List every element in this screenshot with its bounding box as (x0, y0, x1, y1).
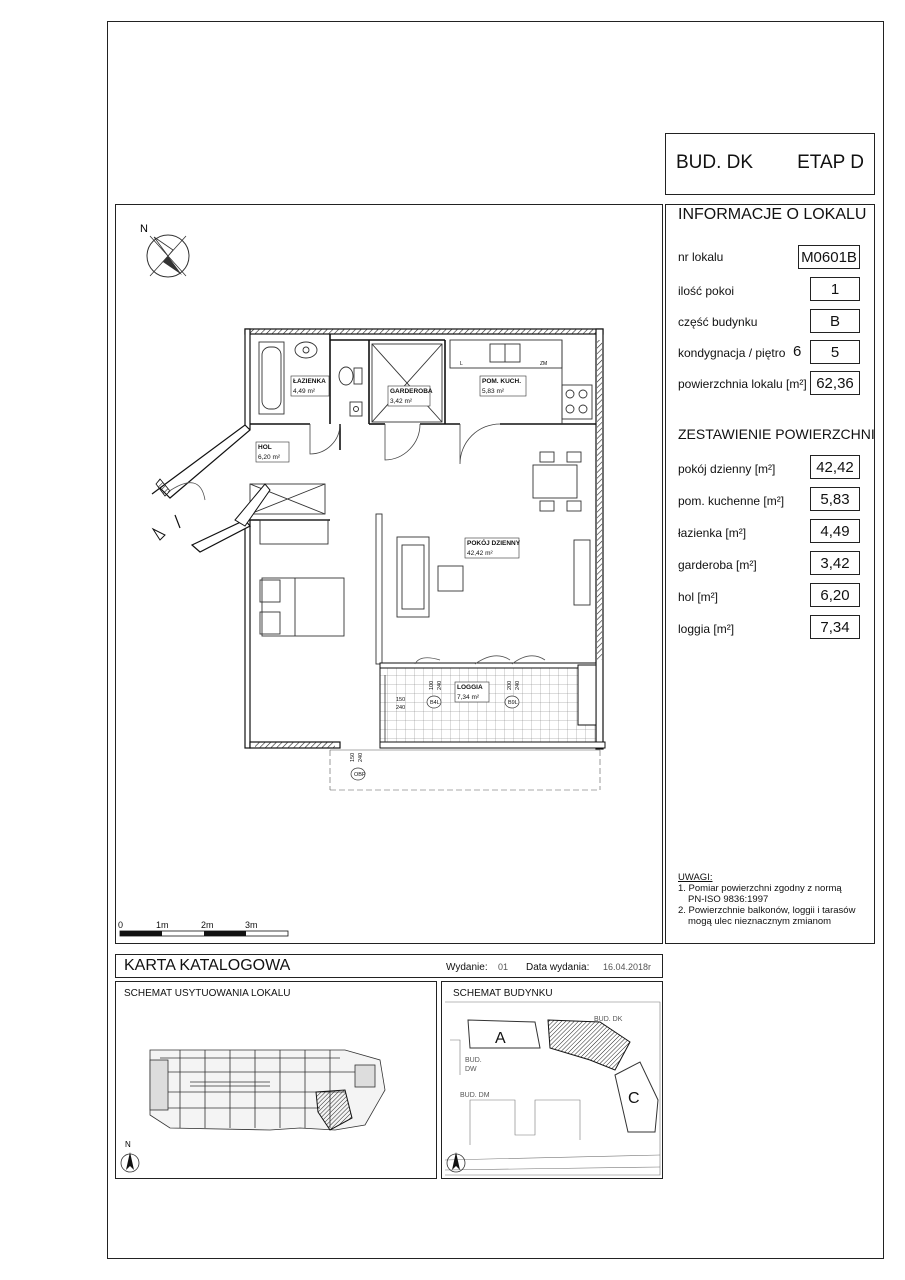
header-box (665, 133, 875, 195)
dimension-label: 150 (396, 697, 406, 703)
info-label-unit: nr lokalu (678, 250, 724, 264)
window-code: OBP (354, 772, 366, 778)
building-label-bud: BUD. (465, 1057, 482, 1064)
window-code: B9L (508, 700, 518, 706)
room-name-wardrobe: GARDEROBA (390, 388, 433, 395)
room-name-kitchen: POM. KUCH. (482, 378, 521, 385)
room-area-loggia: 7,34 m² (457, 694, 480, 701)
stage-code: ETAP D (797, 152, 864, 173)
area-label-living: pokój dzienny [m²] (678, 462, 776, 476)
area-value-loggia: 7,34 (810, 615, 860, 639)
scale-label: 0 (118, 920, 124, 930)
window-code: B4L (430, 700, 440, 706)
building-label-dw: DW (465, 1066, 477, 1073)
room-area-wardrobe: 3,42 m² (390, 398, 413, 405)
site-location-title: SCHEMAT USYTUOWANIA LOKALU (124, 988, 291, 999)
area-value-bath: 4,49 (810, 519, 860, 543)
room-area-hall: 6,20 m² (258, 454, 281, 461)
building-label-dm: BUD. DM (460, 1092, 490, 1099)
room-area-bathroom: 4,49 m² (293, 388, 316, 395)
area-value-kitchen: 5,83 (810, 487, 860, 511)
notes-title: UWAGI: (678, 872, 713, 883)
room-name-living: POKÓJ DZIENNY (467, 540, 521, 547)
bed-icon (260, 578, 344, 636)
building-code: BUD. DK (676, 152, 754, 173)
area-label-hall: hol [m²] (678, 590, 719, 604)
compass-icon (140, 223, 189, 277)
note-line: 1. Pomiar powierzchni zgodny z normą (678, 883, 842, 894)
area-label-loggia: loggia [m²] (678, 622, 735, 636)
date-value: 16.04.2018r (603, 962, 652, 972)
area-label-wardrobe: garderoba [m²] (678, 558, 757, 572)
dimension-label: 150 (350, 752, 356, 762)
note-line: 2. Powierzchnie balkonów, loggii i tarasów (678, 905, 856, 916)
room-area-living: 42,42 m² (467, 550, 493, 557)
info-label-part: część budynku (678, 315, 758, 329)
info-label-area: powierzchnia lokalu [m²] (678, 377, 807, 391)
note-line: PN-ISO 9836:1997 (688, 894, 769, 905)
room-area-kitchen: 5,83 m² (482, 388, 505, 395)
info-value-unit: M0601B (798, 245, 860, 269)
kitchen-mark: ZM (540, 361, 548, 367)
room-name-bathroom: ŁAZIENKA (293, 378, 326, 385)
note-line: mogą ulec nieznacznym zmianom (688, 916, 832, 927)
area-value-wardrobe: 3,42 (810, 551, 860, 575)
building-label-dk: BUD. DK (594, 1016, 623, 1023)
area-value-hall: 6,20 (810, 583, 860, 607)
dining-table-icon (533, 452, 581, 511)
info-value-rooms: 1 (810, 277, 860, 301)
sink-icon (295, 342, 317, 358)
north-arrow-icon (447, 1152, 465, 1172)
scale-label: 2m (201, 920, 214, 930)
edition-value: 01 (498, 962, 509, 972)
edition-label: Wydanie: (446, 962, 488, 973)
dimension-label: 240 (515, 680, 521, 690)
notes (678, 872, 855, 927)
scale-label: 3m (245, 920, 258, 930)
floor-plan (115, 204, 663, 944)
building-label-c: C (628, 1090, 640, 1107)
area-value-living: 42,42 (810, 455, 860, 479)
bathtub-icon (259, 342, 284, 414)
info-value-level: 6 (793, 343, 802, 360)
dimension-label: 240 (396, 705, 406, 711)
north-label: N (125, 1140, 131, 1149)
info-title: INFORMACJE O LOKALU (678, 206, 867, 223)
north-arrow-icon (121, 1140, 139, 1172)
site-location-map (115, 981, 437, 1179)
footer-title: KARTA KATALOGOWA (124, 957, 291, 974)
info-value-area: 62,36 (810, 371, 860, 395)
dimension-label: 200 (507, 680, 513, 690)
dimension-label: 100 (429, 680, 435, 690)
info-label-floor: kondygnacja / piętro (678, 346, 786, 360)
toilet-icon (339, 367, 362, 385)
kitchen-mark: L (460, 361, 463, 367)
info-value-floor: 5 (810, 340, 860, 364)
building-scheme-title: SCHEMAT BUDYNKU (453, 988, 553, 999)
dimension-label: 240 (437, 680, 443, 690)
compass-north: N (140, 223, 148, 235)
date-label: Data wydania: (526, 962, 590, 973)
scale-bar (118, 920, 288, 936)
room-name-loggia: LOGGIA (457, 684, 483, 691)
building-scheme-map (441, 981, 663, 1179)
info-value-part: B (810, 309, 860, 333)
scale-label: 1m (156, 920, 169, 930)
areas-title: ZESTAWIENIE POWIERZCHNI (678, 426, 875, 442)
info-label-rooms: ilość pokoi (678, 284, 735, 298)
area-label-bath: łazienka [m²] (678, 526, 747, 540)
dimension-label: 240 (358, 752, 364, 762)
room-name-hall: HOL (258, 444, 272, 451)
area-label-kitchen: pom. kuchenne [m²] (678, 494, 785, 508)
building-label-a: A (495, 1030, 506, 1047)
